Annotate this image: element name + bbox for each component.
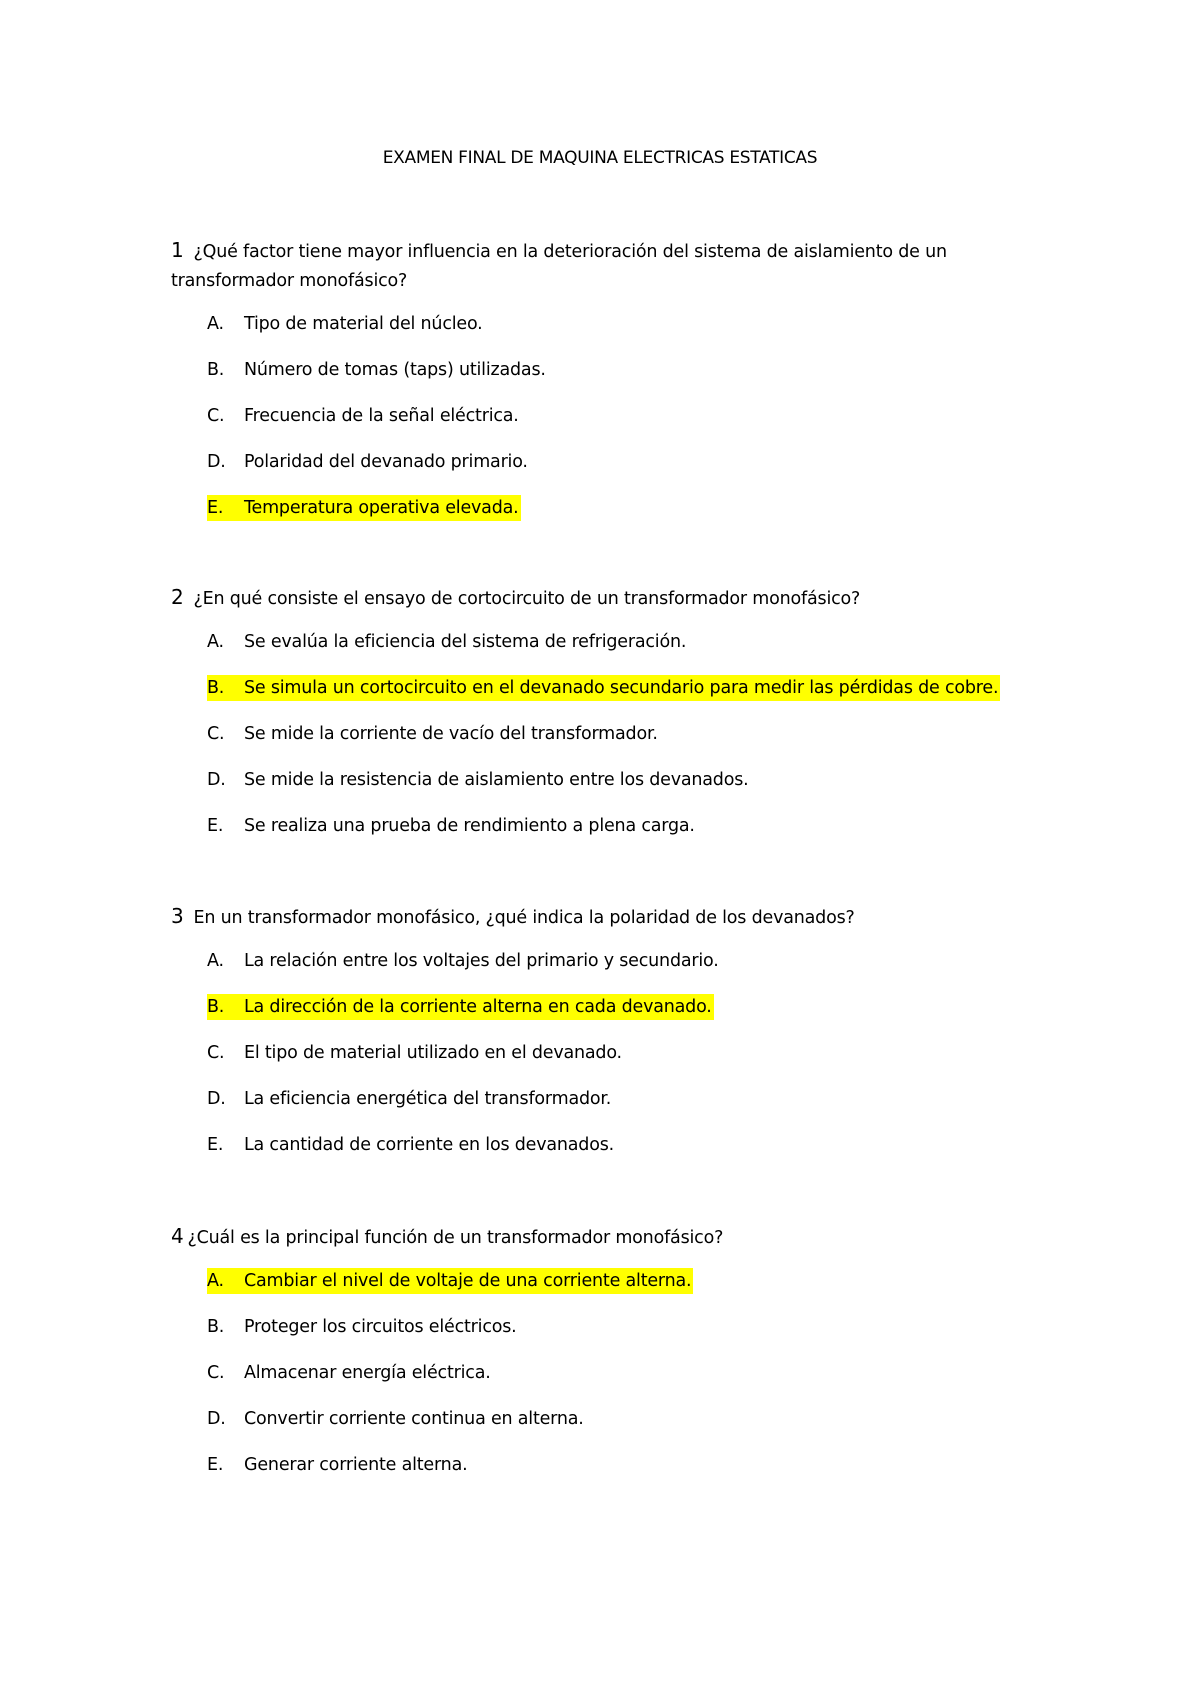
question-text xyxy=(171,583,1051,614)
option-label xyxy=(207,1040,624,1066)
option-b xyxy=(171,668,1051,714)
question-prompt: ¿Cuál es la principal función de un transformador monofásico? xyxy=(187,1228,724,1248)
option-text: Proteger los circuitos eléctricos. xyxy=(244,1317,517,1337)
option-letter: A. xyxy=(207,632,224,652)
option-label xyxy=(207,767,751,793)
option-text: Se simula un cortocircuito en el devanado secundario para medir las pérdidas de cobre. xyxy=(244,678,999,698)
question-number: 3 xyxy=(171,904,184,928)
option-text: Se realiza una prueba de rendimiento a plena carga. xyxy=(244,816,695,836)
option-label-highlighted xyxy=(207,675,1000,701)
option-label xyxy=(207,1452,469,1478)
option-e xyxy=(171,1445,1051,1491)
option-text: La cantidad de corriente en los devanados. xyxy=(244,1135,614,1155)
option-text: Generar corriente alterna. xyxy=(244,1455,468,1475)
option-c xyxy=(171,396,1051,442)
question-number: 4 xyxy=(171,1224,184,1248)
option-b xyxy=(171,1307,1051,1353)
option-letter: A. xyxy=(207,951,224,971)
option-label xyxy=(207,311,485,337)
question-number: 2 xyxy=(171,585,184,609)
option-text: Polaridad del devanado primario. xyxy=(244,452,528,472)
option-label-highlighted xyxy=(207,994,714,1020)
option-label xyxy=(207,1360,493,1386)
option-label-highlighted xyxy=(207,1268,693,1294)
option-letter: D. xyxy=(207,770,226,790)
option-e xyxy=(171,488,1051,534)
question-prompt: En un transformador monofásico, ¿qué indica la polaridad de los devanados? xyxy=(193,908,855,928)
option-c xyxy=(171,714,1051,760)
option-letter: C. xyxy=(207,1043,225,1063)
option-label xyxy=(207,1314,519,1340)
option-b xyxy=(171,987,1051,1033)
option-list xyxy=(171,941,1051,1171)
option-c xyxy=(171,1353,1051,1399)
option-label xyxy=(207,1132,616,1158)
option-label xyxy=(207,629,688,655)
question-1 xyxy=(171,236,1051,534)
option-text: El tipo de material utilizado en el devanado. xyxy=(244,1043,622,1063)
question-prompt: ¿Qué factor tiene mayor influencia en la deterioración del sistema de aislamiento de un transformador monofásico? xyxy=(171,242,947,291)
option-text: Se mide la resistencia de aislamiento entre los devanados. xyxy=(244,770,749,790)
question-number: 1 xyxy=(171,238,184,262)
option-letter: C. xyxy=(207,724,225,744)
option-text: Cambiar el nivel de voltaje de una corriente alterna. xyxy=(244,1271,692,1291)
option-label xyxy=(207,1406,586,1432)
question-text xyxy=(171,1222,1051,1253)
option-b xyxy=(171,350,1051,396)
option-label xyxy=(207,813,697,839)
option-letter: B. xyxy=(207,997,225,1017)
option-text: Se evalúa la eficiencia del sistema de refrigeración. xyxy=(244,632,687,652)
option-text: Tipo de material del núcleo. xyxy=(244,314,483,334)
option-letter: E. xyxy=(207,1135,224,1155)
option-a xyxy=(171,941,1051,987)
option-a xyxy=(171,304,1051,350)
option-list xyxy=(171,622,1051,852)
option-letter: C. xyxy=(207,1363,225,1383)
option-letter: A. xyxy=(207,314,224,334)
option-label xyxy=(207,449,530,475)
option-letter: C. xyxy=(207,406,225,426)
option-a xyxy=(171,1261,1051,1307)
option-label xyxy=(207,403,521,429)
option-text: La eficiencia energética del transformador. xyxy=(244,1089,612,1109)
option-e xyxy=(171,1125,1051,1171)
option-text: Se mide la corriente de vacío del transformador. xyxy=(244,724,658,744)
option-text: Temperatura operativa elevada. xyxy=(244,498,519,518)
option-text: Almacenar energía eléctrica. xyxy=(244,1363,491,1383)
option-e xyxy=(171,806,1051,852)
option-label xyxy=(207,1086,613,1112)
option-letter: E. xyxy=(207,498,224,518)
option-text: Convertir corriente continua en alterna. xyxy=(244,1409,584,1429)
option-d xyxy=(171,442,1051,488)
option-label-highlighted xyxy=(207,495,521,521)
option-label xyxy=(207,948,721,974)
option-list xyxy=(171,304,1051,534)
option-text: La dirección de la corriente alterna en cada devanado. xyxy=(244,997,712,1017)
option-text: Número de tomas (taps) utilizadas. xyxy=(244,360,546,380)
option-a xyxy=(171,622,1051,668)
page-title: EXAMEN FINAL DE MAQUINA ELECTRICAS ESTATICAS xyxy=(382,148,818,168)
option-c xyxy=(171,1033,1051,1079)
option-label xyxy=(207,357,548,383)
option-text: Frecuencia de la señal eléctrica. xyxy=(244,406,519,426)
option-text: La relación entre los voltajes del primario y secundario. xyxy=(244,951,719,971)
option-letter: B. xyxy=(207,1317,225,1337)
option-letter: A. xyxy=(207,1271,224,1291)
option-letter: D. xyxy=(207,1409,226,1429)
option-letter: D. xyxy=(207,1089,226,1109)
option-d xyxy=(171,760,1051,806)
option-letter: E. xyxy=(207,1455,224,1475)
option-letter: E. xyxy=(207,816,224,836)
option-label xyxy=(207,721,660,747)
option-list xyxy=(171,1261,1051,1491)
question-4 xyxy=(171,1222,1051,1491)
option-letter: D. xyxy=(207,452,226,472)
question-3 xyxy=(171,902,1051,1171)
option-letter: B. xyxy=(207,678,225,698)
question-2 xyxy=(171,583,1051,852)
option-d xyxy=(171,1399,1051,1445)
question-text xyxy=(171,236,1051,296)
option-letter: B. xyxy=(207,360,225,380)
option-d xyxy=(171,1079,1051,1125)
question-prompt: ¿En qué consiste el ensayo de cortocircuito de un transformador monofásico? xyxy=(193,589,861,609)
question-text xyxy=(171,902,1051,933)
